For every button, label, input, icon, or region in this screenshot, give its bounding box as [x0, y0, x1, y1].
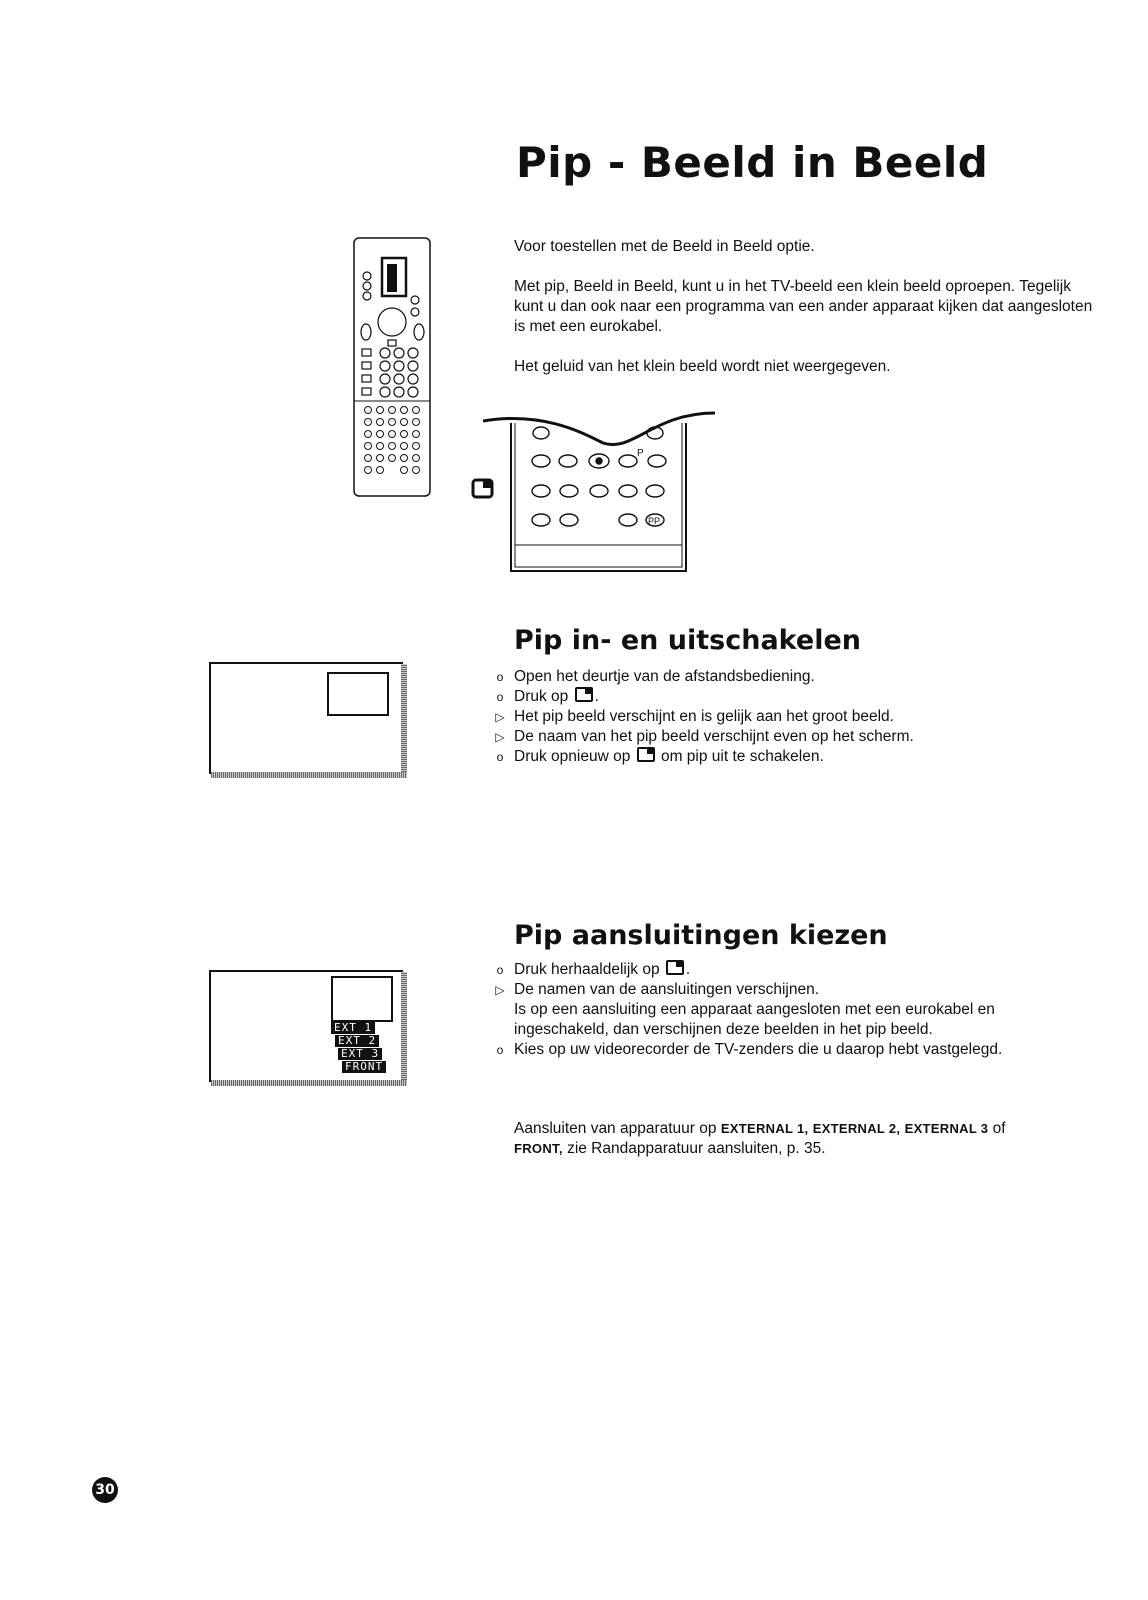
intro-paragraph-3: Het geluid van het klein beeld wordt niet weergegeven.	[514, 358, 891, 375]
step-pip-appears: ▷ Het pip beeld verschijnt en is gelijk aan het groot beeld.	[495, 708, 894, 725]
screen-tag-ext3: EXT 3	[338, 1048, 382, 1060]
pip-icon	[666, 960, 684, 975]
step-pip-name: ▷ De naam van het pip beeld verschijnt even op het scherm.	[495, 728, 914, 745]
tv-screen-illustration-1	[209, 662, 403, 774]
intro-paragraph-2: Met pip, Beeld in Beeld, kunt u in het TV-beeld een klein beeld oproepen. Tegelijk kunt u dan ook naar een programma van een ander apparaat kijken dat aangesloten is met een eurokabel.	[514, 278, 1093, 335]
step-choose-channels: o Kies op uw videorecorder de TV-zenders die u daarop hebt vastgelegd.	[496, 1041, 1003, 1058]
pip-window	[331, 976, 393, 1022]
remote-pip-label: PP	[648, 516, 661, 526]
connection-note: Aansluiten van apparatuur op EXTERNAL 1, EXTERNAL 2, EXTERNAL 3 of FRONT, zie Randapparatuur aansluiten, p. 35.	[514, 1120, 1006, 1157]
section1-steps	[492, 667, 914, 767]
screen-tag-ext1: EXT 1	[331, 1022, 375, 1034]
screen-tag-front: FRONT	[342, 1061, 386, 1073]
step-press-again: o Druk opnieuw op om pip uit te schakelen.	[496, 748, 824, 765]
section-heading-pip-connections: Pip aansluitingen kiezen	[514, 920, 888, 951]
step-press-pip: o Druk op .	[496, 688, 599, 705]
step-press-repeatedly: o Druk herhaaldelijk op .	[496, 961, 691, 978]
section-heading-pip-toggle: Pip in- en uitschakelen	[514, 625, 862, 656]
front-label: FRONT,	[514, 1141, 563, 1156]
intro-paragraph-1: Voor toestellen met de Beeld in Beeld optie.	[514, 238, 815, 255]
pip-window	[327, 672, 389, 716]
external-1-label: EXTERNAL 1,	[720, 1121, 809, 1136]
remote-control-illustration	[352, 236, 432, 498]
external-3-label: EXTERNAL 3	[904, 1121, 989, 1136]
svg-text:P: P	[637, 448, 644, 459]
page-number: 30	[92, 1477, 118, 1503]
external-2-label: EXTERNAL 2,	[812, 1121, 901, 1136]
step-names-appear: ▷ De namen van de aansluitingen verschijnen. Is op een aansluiting een apparaat aangesloten met een eurokabel en ingeschakeld, dan verschijnen deze beelden in het pip beeld.	[495, 981, 995, 1038]
pip-icon	[637, 747, 655, 762]
screen-tag-ext2: EXT 2	[335, 1035, 379, 1047]
remote-closeup-illustration	[483, 403, 718, 579]
step-open-door: o Open het deurtje van de afstandsbediening.	[496, 668, 815, 685]
section2-steps	[492, 960, 1052, 1060]
tv-screen-illustration-2	[209, 970, 403, 1082]
page-title: Pip - Beeld in Beeld	[516, 138, 989, 187]
pip-icon	[575, 687, 593, 702]
